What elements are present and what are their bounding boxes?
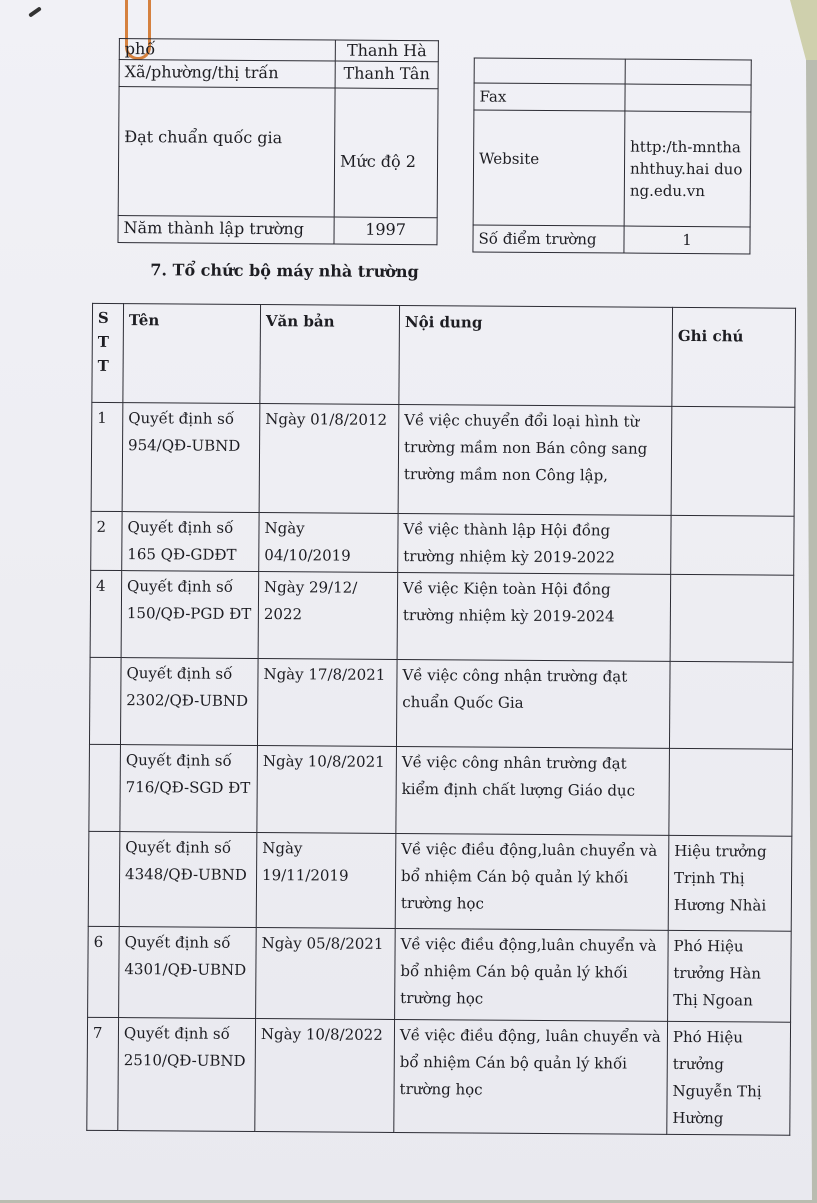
info-value: Thanh Hà xyxy=(335,40,438,62)
table-row xyxy=(87,1017,791,1135)
cell-van-ban: Ngày 05/8/2021 xyxy=(256,928,396,1020)
info-label: Số điểm trường xyxy=(473,225,624,253)
cell-ten: Quyết định số 2302/QĐ-UBND xyxy=(120,658,258,746)
organization-table xyxy=(86,303,796,1136)
cell-stt xyxy=(89,744,121,831)
website-value: http:/th-mnthanhthuy.hai duong.edu.vn xyxy=(624,111,751,227)
cell-stt: 6 xyxy=(88,926,120,1017)
cell-noi-dung: Về việc Kiện toàn Hội đồng trường nhiệm kỳ 2019-2024 xyxy=(397,572,671,661)
cell-stt xyxy=(88,831,120,926)
table-row xyxy=(119,39,438,62)
table-row xyxy=(474,83,751,112)
info-label xyxy=(474,58,625,84)
table-row xyxy=(89,657,793,749)
table-row xyxy=(119,60,438,89)
info-label: Đạt chuẩn quốc gia xyxy=(118,87,335,218)
cell-ghi-chu: Phó Hiệu trưởng Nguyễn Thị Hường xyxy=(667,1021,791,1135)
cell-ghi-chu xyxy=(670,574,794,662)
cell-ten: Quyết định số 150/QĐ-PGD ĐT xyxy=(121,571,259,659)
cell-van-ban: Ngày 04/10/2019 xyxy=(259,513,398,573)
cell-ten: Quyết định số 954/QĐ-UBND xyxy=(122,403,260,513)
cell-ten: Quyết định số 4348/QĐ-UBND xyxy=(119,832,257,928)
cell-noi-dung: Về việc chuyển đổi loại hình từ trường mầm non Bán công sang trường mầm non Công lập, xyxy=(398,404,672,515)
cell-noi-dung: Về việc điều động,luân chuyển và bổ nhiệm Cán bộ quản lý khối trường học xyxy=(395,833,669,930)
section-title: 7. Tổ chức bộ máy nhà trường xyxy=(150,260,419,282)
cell-ten: Quyết định số 2510/QĐ-UBND xyxy=(118,1018,256,1132)
cell-ghi-chu xyxy=(671,515,794,575)
header-ghi-chu: Ghi chú xyxy=(672,307,796,407)
cell-noi-dung: Về việc công nhận trường đạt chuẩn Quốc Gia xyxy=(396,659,670,748)
table-row xyxy=(91,402,795,516)
info-label: phố xyxy=(119,39,335,62)
cell-ten: Quyết định số 716/QĐ-SGD ĐT xyxy=(120,745,258,833)
cell-ghi-chu: Hiệu trưởng Trịnh Thị Hương Nhài xyxy=(668,835,792,931)
cell-ghi-chu: Phó Hiệu trưởng Hàn Thị Ngoan xyxy=(668,930,792,1022)
header-ten: Tên xyxy=(123,304,261,404)
cell-stt: 7 xyxy=(87,1017,119,1130)
cell-van-ban: Ngày 10/8/2022 xyxy=(255,1019,395,1133)
info-value: Thanh Tân xyxy=(335,61,438,89)
cell-ten: Quyết định số 165 QĐ-GDĐT xyxy=(122,512,259,572)
info-label: Năm thành lập trường xyxy=(118,216,334,245)
cell-van-ban: Ngày 29/12/ 2022 xyxy=(258,572,398,660)
header-noi-dung: Nội dung xyxy=(399,305,673,406)
cell-stt: 2 xyxy=(91,511,122,570)
cell-stt: 1 xyxy=(91,402,123,511)
table-row xyxy=(88,831,792,931)
info-value xyxy=(625,59,751,85)
header-van-ban: Văn bản xyxy=(260,305,400,405)
table-row xyxy=(91,511,794,575)
table-row xyxy=(473,110,751,227)
school-info-table-right xyxy=(472,58,751,255)
table-header-row xyxy=(92,303,796,407)
cell-ten: Quyết định số 4301/QĐ-UBND xyxy=(119,927,257,1019)
school-info-table-left xyxy=(117,38,438,245)
cell-van-ban: Ngày 10/8/2021 xyxy=(257,746,397,834)
cell-van-ban: Ngày 01/8/2012 xyxy=(259,404,399,514)
cell-noi-dung: Về việc công nhân trường đạt kiểm định chất lượng Giáo dục xyxy=(396,746,670,835)
table-row xyxy=(89,744,793,836)
info-value: Mức độ 2 xyxy=(334,88,438,218)
cell-ghi-chu xyxy=(671,406,795,516)
cell-ghi-chu xyxy=(669,661,793,749)
cell-van-ban: Ngày 17/8/2021 xyxy=(257,659,397,747)
cell-noi-dung: Về việc điều động,luân chuyển và bổ nhiệm Cán bộ quản lý khối trường học xyxy=(395,928,669,1021)
info-label: Website xyxy=(473,110,625,226)
info-value: 1997 xyxy=(334,217,437,245)
cell-stt: 4 xyxy=(90,570,122,657)
info-value: 1 xyxy=(624,226,750,254)
cell-noi-dung: Về việc thành lập Hội đồng trường nhiệm kỳ 2019-2022 xyxy=(398,513,671,574)
cell-ghi-chu xyxy=(669,748,793,836)
info-value xyxy=(625,84,751,112)
cell-noi-dung: Về việc điều động, luân chuyển và bổ nhiệm Cán bộ quản lý khối trường học xyxy=(394,1019,668,1134)
table-row xyxy=(473,225,750,254)
table-row xyxy=(90,570,794,662)
cell-stt xyxy=(89,657,121,744)
table-row xyxy=(88,926,792,1022)
header-stt: S T T xyxy=(92,303,124,402)
table-row xyxy=(118,216,437,245)
table-row xyxy=(118,87,438,218)
cell-van-ban: Ngày 19/11/2019 xyxy=(256,833,396,929)
info-label: Xã/phường/thị trấn xyxy=(119,60,335,89)
info-label: Fax xyxy=(474,83,625,111)
table-row xyxy=(474,58,751,85)
